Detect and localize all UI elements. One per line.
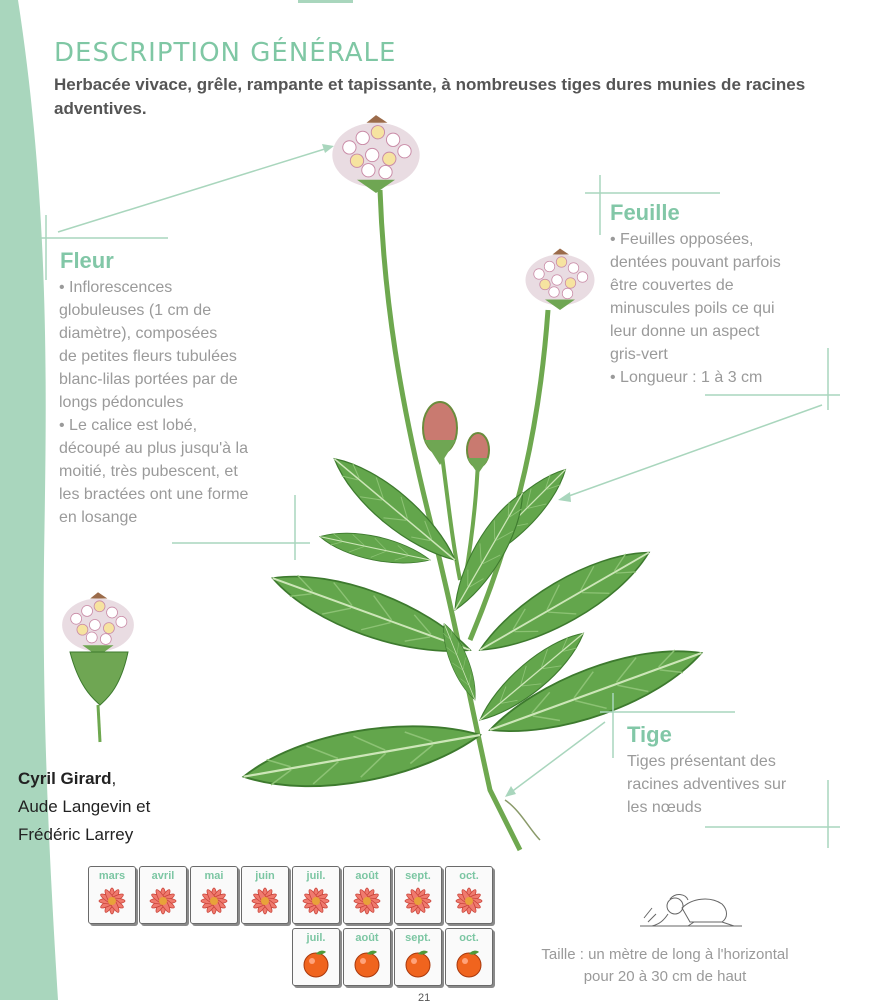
credit-main-suffix: , (111, 769, 117, 788)
label-tige-text (627, 750, 786, 819)
credits (18, 765, 150, 849)
fleur-line: • Le calice est lobé, (59, 417, 198, 434)
month-card (343, 866, 391, 924)
orange-fruit-icon (453, 947, 485, 979)
month-label: mai (204, 870, 224, 882)
month-label: avril (151, 870, 175, 882)
gardener-sketch (630, 888, 750, 938)
feuille-line: • Longueur : 1 à 3 cm (610, 369, 763, 386)
month-card (139, 866, 187, 924)
pink-daisy-icon (300, 885, 332, 917)
feuille-line: • Feuilles opposées, (610, 231, 754, 248)
size-note-line: Taille : un mètre de long à l'horizontal (541, 946, 789, 963)
label-fleur-text (59, 276, 248, 529)
label-fleur-title: Fleur (60, 248, 114, 273)
fleur-line: les bractées ont une forme (59, 486, 249, 503)
fleur-line: longs pédoncules (59, 394, 184, 411)
month-card (394, 866, 442, 924)
pink-daisy-icon (351, 885, 383, 917)
fleur-line: globuleuses (1 cm de (59, 302, 212, 319)
tige-line: les nœuds (627, 799, 702, 816)
tige-line: Tiges présentant des (627, 753, 776, 770)
feuille-line: être couvertes de (610, 277, 734, 294)
orange-fruit-icon (351, 947, 383, 979)
month-card (292, 928, 340, 986)
orange-fruit-icon (300, 947, 332, 979)
month-card (394, 928, 442, 986)
label-tige-title: Tige (627, 722, 672, 747)
month-label: juil. (306, 870, 326, 882)
size-note-line: pour 20 à 30 cm de haut (583, 968, 747, 985)
month-label: juil. (306, 932, 326, 944)
pink-daisy-icon (402, 885, 434, 917)
credit-line: Aude Langevin et (18, 797, 151, 816)
pink-daisy-icon (147, 885, 179, 917)
month-label: août (355, 870, 379, 882)
month-label: oct. (459, 932, 479, 944)
month-card (445, 928, 493, 986)
pink-daisy-icon (198, 885, 230, 917)
feuille-line: minuscules poils ce qui (610, 300, 775, 317)
label-feuille-text (610, 228, 781, 389)
feuille-line: dentées pouvant parfois (610, 254, 781, 271)
month-card (292, 866, 340, 924)
fleur-line: découpé au plus jusqu'à la (59, 440, 248, 457)
month-card (445, 866, 493, 924)
month-label: mars (98, 870, 126, 882)
pink-daisy-icon (96, 885, 128, 917)
credit-main-author: Cyril Girard (18, 769, 112, 788)
page-number: 21 (418, 992, 431, 1004)
pink-daisy-icon (249, 885, 281, 917)
month-card (241, 866, 289, 924)
fleur-line: moitié, très pubescent, et (59, 463, 238, 480)
month-card (343, 928, 391, 986)
month-label: juin (255, 870, 275, 882)
fleur-line: diamètre), composées (59, 325, 218, 342)
size-note (505, 944, 825, 988)
fleur-line: en losange (59, 509, 138, 526)
month-label: oct. (459, 870, 479, 882)
fleur-line: blanc-lilas portées par de (59, 371, 238, 388)
month-card (88, 866, 136, 924)
credit-line: Frédéric Larrey (18, 825, 134, 844)
label-feuille-title: Feuille (610, 200, 680, 225)
feuille-line: leur donne un aspect (610, 323, 760, 340)
page-title: DESCRIPTION GÉNÉRALE (54, 38, 397, 68)
month-label: sept. (405, 870, 431, 882)
tige-line: racines adventives sur (627, 776, 787, 793)
page-subtitle: Herbacée vivace, grêle, rampante et tapissante, à nombreuses tiges dures munies de racines adventives. (54, 75, 806, 118)
month-card (190, 866, 238, 924)
feuille-line: gris-vert (610, 346, 668, 363)
fleur-line: de petites fleurs tubulées (59, 348, 237, 365)
month-label: sept. (405, 932, 431, 944)
month-label: août (355, 932, 379, 944)
fleur-line: • Inflorescences (59, 279, 173, 296)
pink-daisy-icon (453, 885, 485, 917)
orange-fruit-icon (402, 947, 434, 979)
